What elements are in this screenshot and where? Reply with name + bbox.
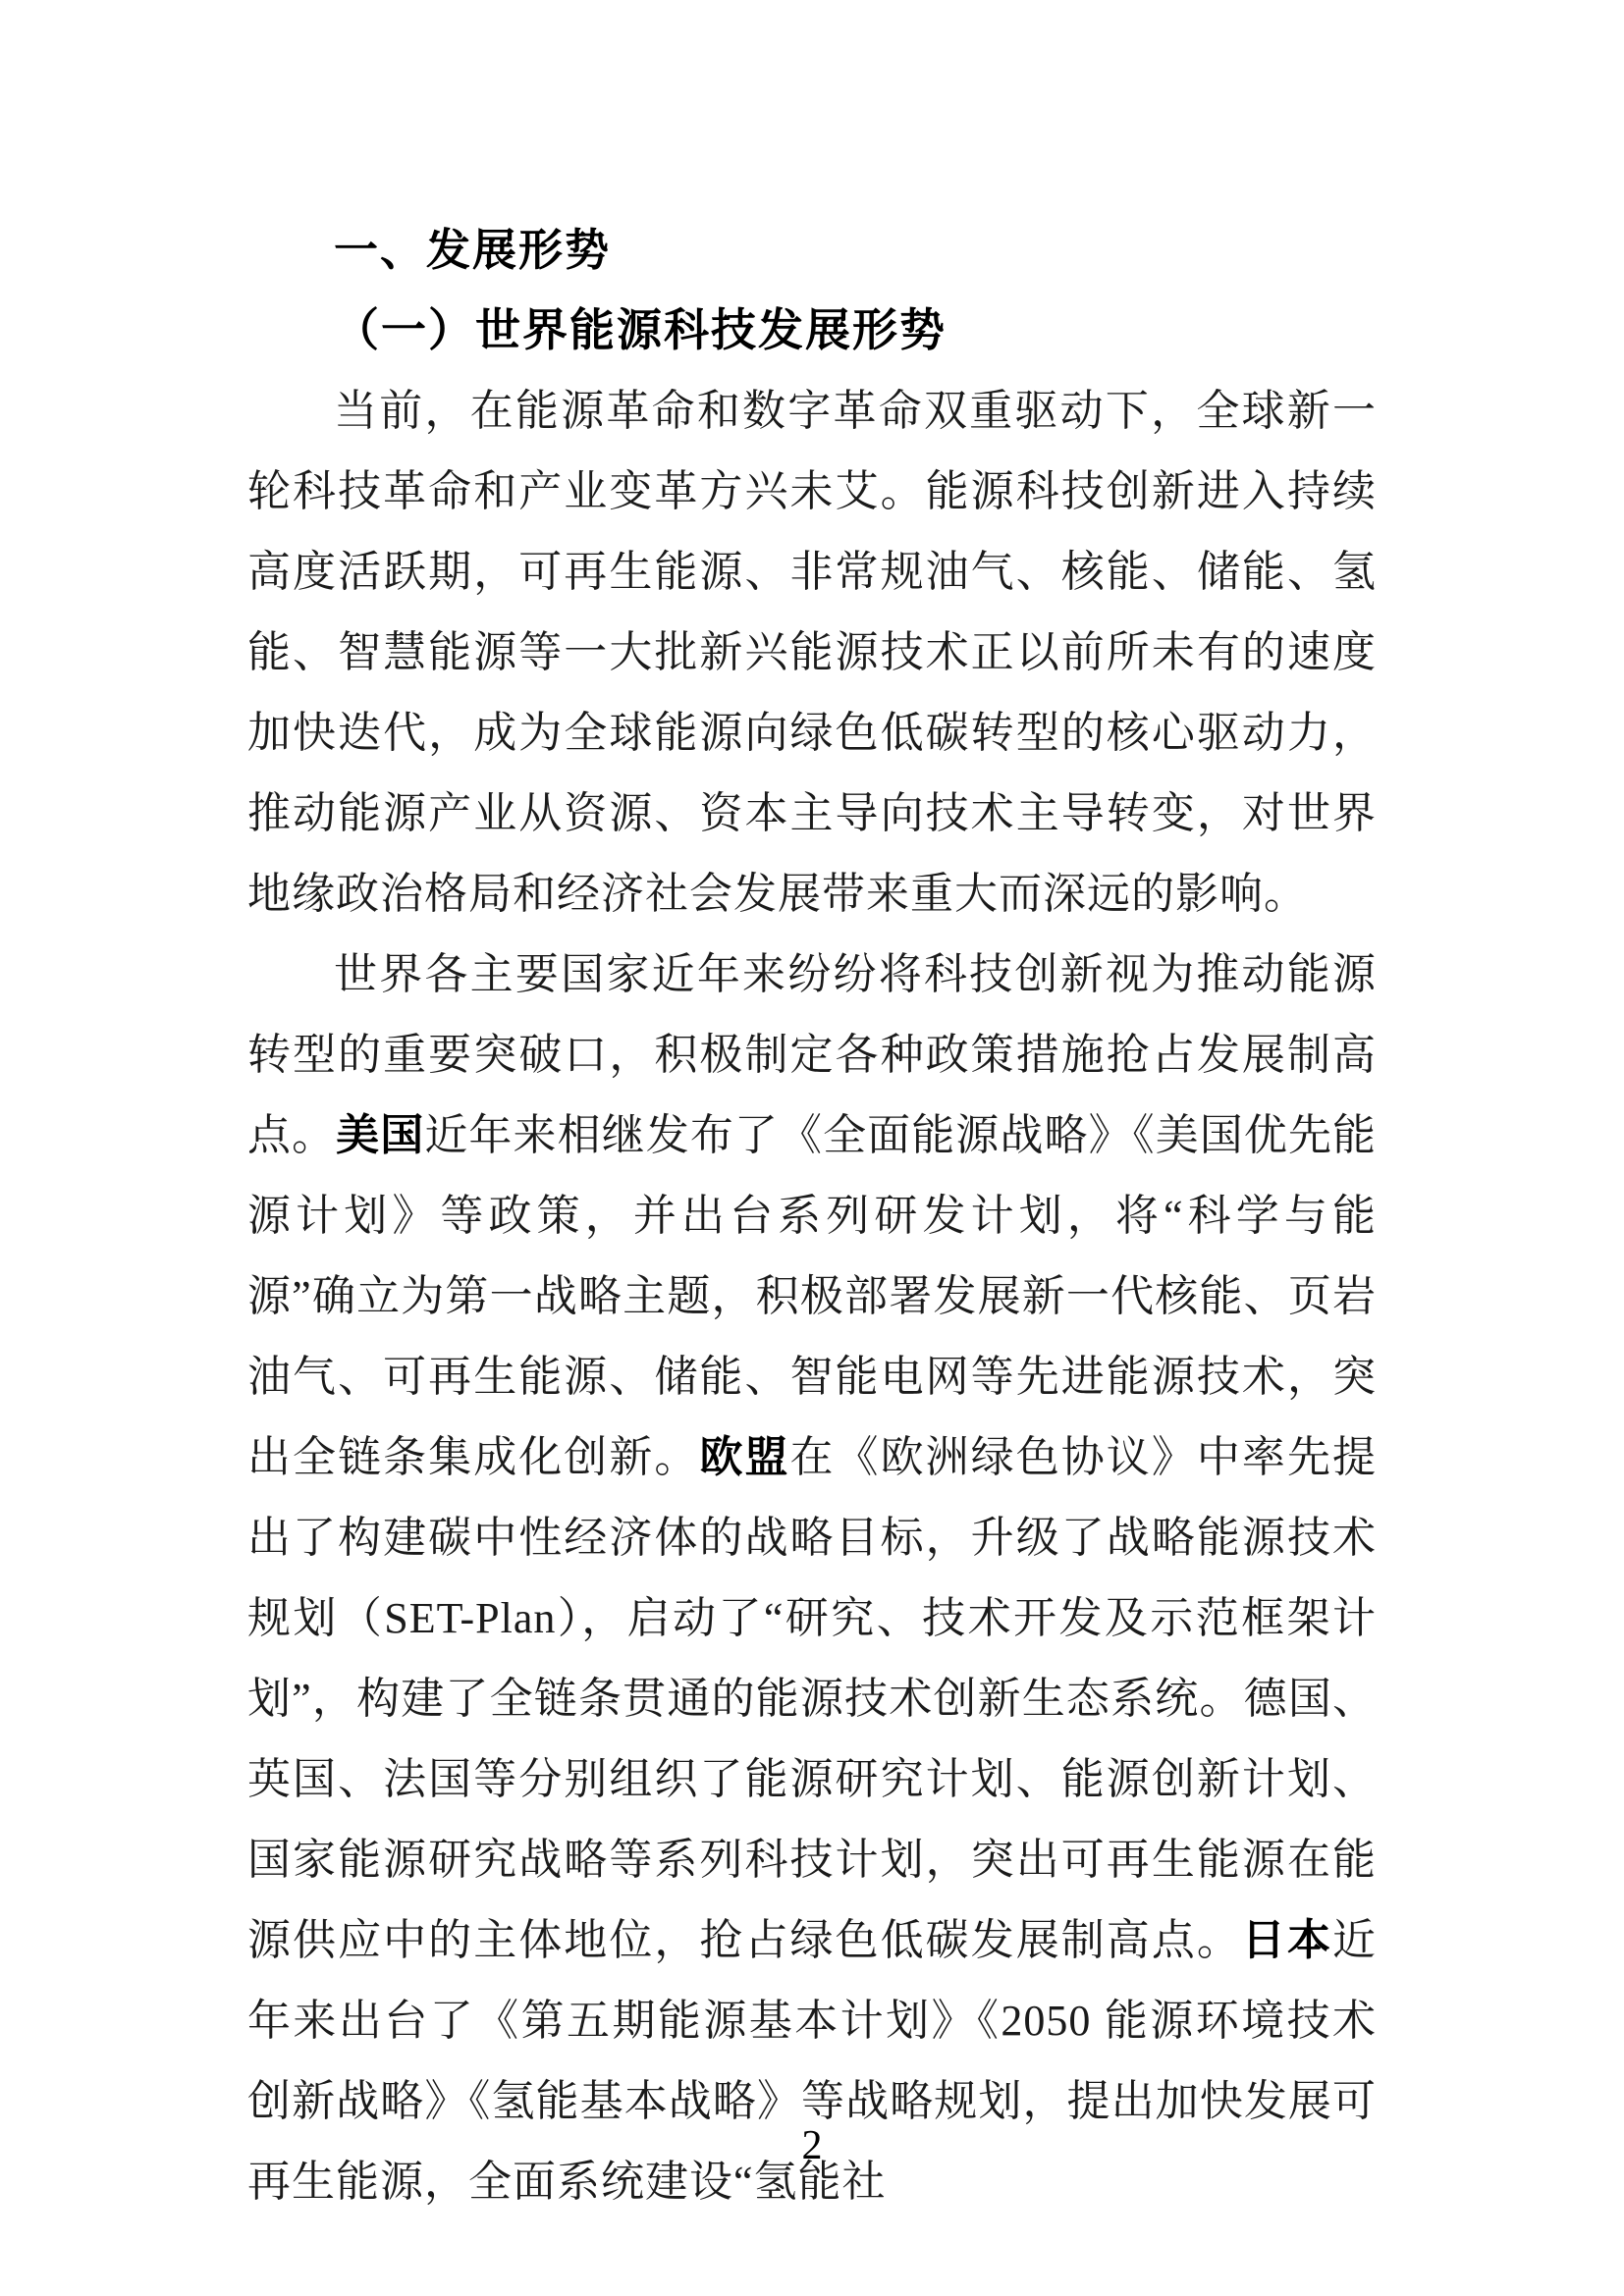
section-heading: 一、发展形势	[334, 225, 612, 275]
text-segment: 世界各主要国家近年来纷纷将科技创新视为推动能源转型的重要突破口，积极制定各种政策措施抢占发展制高点。	[247, 950, 1377, 1159]
document-body	[247, 210, 1377, 2222]
text-segment-bold-japan: 日本	[1241, 1916, 1333, 1964]
text-segment-bold-usa: 美国	[336, 1111, 425, 1159]
paragraph-1	[247, 371, 1377, 934]
paragraph-2	[247, 934, 1377, 2222]
text-segment: 近年来出台了《第五期能源基本计划》《2050 能源环境技术创新战略》《氢能基本战略》等战略规划，提出加快发展可再生能源，全面系统建设“氢能社	[247, 1916, 1378, 2206]
page-number: 2	[801, 2123, 823, 2168]
text-segment: 在《欧洲绿色协议》中率先提出了构建碳中性经济体的战略目标，升级了战略能源技术规划（SET-Plan），启动了“研究、技术开发及示范框架计划”，构建了全链条贯通的能源技术创新生态系统。德国、英国、法国等分别组织了能源研究计划、能源创新计划、国家能源研究战略等系列科技计划，突出可再生能源在能源供应中的主体地位，抢占绿色低碳发展制高点。	[247, 1433, 1378, 1964]
text-segment-bold-eu: 欧盟	[699, 1433, 790, 1481]
text-segment: 近年来相继发布了《全面能源战略》《美国优先能源计划》等政策，并出台系列研发计划，将“科学与能源”确立为第一战略主题，积极部署发展新一代核能、页岩油气、可再生能源、储能、智能电网等先进能源技术，突出全链条集成化创新。	[247, 1111, 1378, 1481]
subsection-heading: （一）世界能源科技发展形势	[334, 305, 947, 355]
text-segment: 当前，在能源革命和数字革命双重驱动下，全球新一轮科技革命和产业变革方兴未艾。能源科技创新进入持续高度活跃期，可再生能源、非常规油气、核能、储能、氢能、智慧能源等一大批新兴能源技术正以前所未有的速度加快迭代，成为全球能源向绿色低碳转型的核心驱动力，推动能源产业从资源、资本主导向技术主导转变，对世界地缘政治格局和经济社会发展带来重大而深远的影响。	[247, 387, 1377, 918]
